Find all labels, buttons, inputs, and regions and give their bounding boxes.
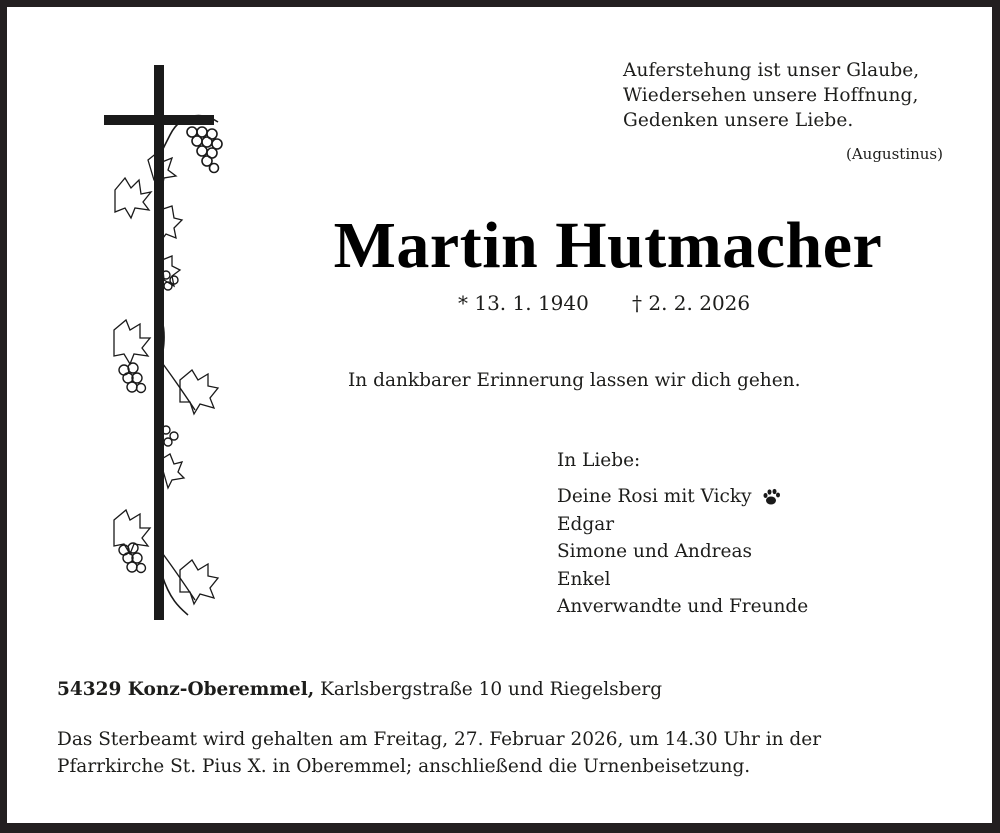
mourner-item	[557, 538, 808, 566]
mourners-label: In Liebe:	[557, 450, 641, 471]
cross-with-grapevine-icon	[100, 60, 230, 625]
mourner-name: Edgar	[557, 513, 615, 535]
mourner-item	[557, 483, 808, 511]
address-street: Karlsbergstraße 10 und Riegelsberg	[314, 679, 663, 700]
mourner-name: Enkel	[557, 568, 611, 590]
address-line	[57, 676, 662, 704]
deceased-name: Martin Hutmacher	[333, 209, 883, 282]
death-date: † 2. 2. 2026	[632, 291, 751, 315]
quote-line: Wiedersehen unsere Hoffnung,	[623, 85, 919, 106]
mourner-name: Anverwandte und Freunde	[557, 596, 809, 617]
address-city: 54329 Konz-Oberemmel,	[57, 679, 315, 700]
quote-block	[623, 58, 919, 133]
quote-line: Auferstehung ist unser Glaube,	[623, 60, 920, 81]
service-line: Das Sterbeamt wird gehalten am Freitag, 27. Februar 2026, um 14.30 Uhr in der	[57, 729, 822, 750]
mourner-item	[557, 593, 808, 621]
mourner-name: Simone und Andreas	[557, 541, 752, 562]
quote-line: Gedenken unsere Liebe.	[623, 110, 854, 131]
birth-date: * 13. 1. 1940	[458, 291, 589, 315]
paw-print-icon	[762, 487, 782, 507]
mourners-list	[557, 483, 808, 621]
quote-author: (Augustinus)	[845, 145, 943, 163]
service-line: Pfarrkirche St. Pius X. in Oberemmel; anschließend die Urnenbeisetzung.	[57, 756, 751, 777]
service-info	[57, 726, 821, 780]
mourner-item	[557, 566, 808, 594]
mourner-name: Deine Rosi mit Vicky	[557, 486, 752, 507]
mourner-item	[557, 511, 808, 539]
memorial-tagline: In dankbarer Erinnerung lassen wir dich gehen.	[348, 370, 801, 391]
